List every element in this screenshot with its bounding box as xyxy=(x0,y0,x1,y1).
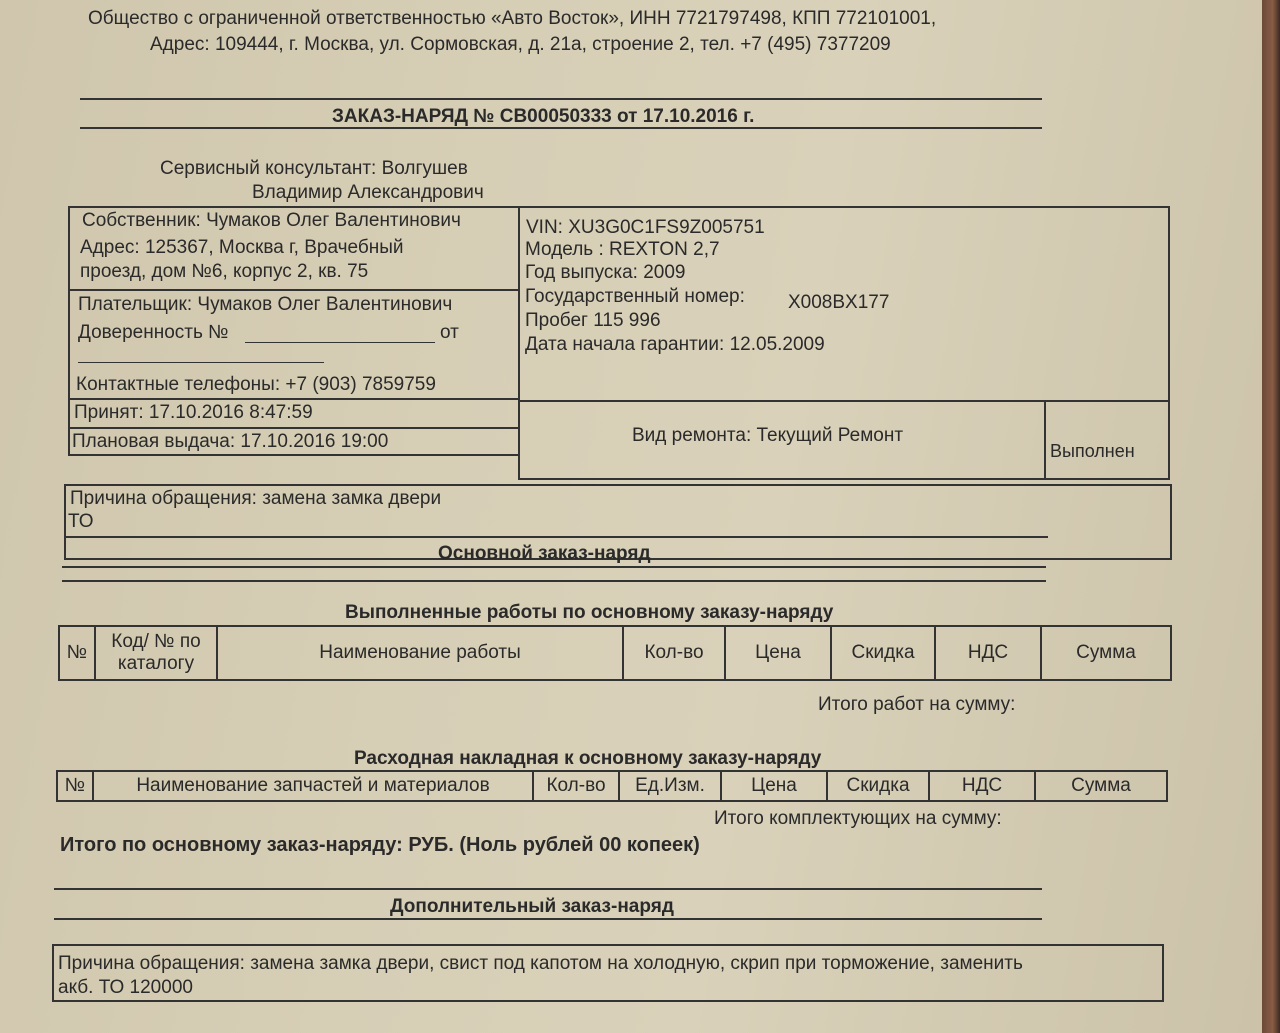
planned-time: Плановая выдача: 17.10.2016 19:00 xyxy=(72,431,389,452)
order-title: ЗАКАЗ-НАРЯД № СВ00050333 от 17.10.2016 г. xyxy=(332,106,755,127)
works-total-label: Итого работ на сумму: xyxy=(818,694,1016,715)
works-col-price: Цена xyxy=(725,626,831,680)
proxy-date-line xyxy=(78,362,324,363)
accepted-time: Принят: 17.10.2016 8:47:59 xyxy=(74,402,313,423)
parts-table xyxy=(56,770,1168,802)
additional-rule-1 xyxy=(54,888,1042,890)
works-col-qty: Кол-во xyxy=(623,626,725,680)
parts-col-qty: Кол-во xyxy=(533,771,619,801)
main-order-rule-2 xyxy=(62,580,1046,582)
parts-header-row xyxy=(57,771,1167,801)
main-order-title: Основной заказ-наряд xyxy=(438,543,651,564)
main-order-rule-1 xyxy=(62,566,1046,568)
payer: Плательщик: Чумаков Олег Валентинович xyxy=(78,294,453,315)
repair-status: Выполнен xyxy=(1050,441,1135,461)
reason-additional-line1: Причина обращения: замена замка двери, свист под капотом на холодную, скрип при торможение, заменить xyxy=(58,953,1023,974)
works-col-num: № xyxy=(59,626,95,680)
parts-col-discount: Скидка xyxy=(827,771,929,801)
works-table xyxy=(58,625,1172,681)
proxy-label: Доверенность № xyxy=(78,322,229,343)
parts-col-name: Наименование запчастей и материалов xyxy=(93,771,533,801)
parts-col-num: № xyxy=(57,771,93,801)
title-rule-top xyxy=(80,98,1042,100)
title-rule-bottom xyxy=(80,127,1042,129)
warranty-date: Дата начала гарантии: 12.05.2009 xyxy=(525,334,825,355)
owner-name: Собственник: Чумаков Олег Валентинович xyxy=(82,210,461,231)
reason-additional-line2: акб. ТО 120000 xyxy=(58,977,193,998)
works-col-discount: Скидка xyxy=(831,626,935,680)
company-line: Общество с ограниченной ответственностью «Авто Восток», ИНН 7721797498, КПП 772101001, xyxy=(88,8,937,29)
works-title: Выполненные работы по основному заказу-наряду xyxy=(345,602,834,623)
works-col-sum: Сумма xyxy=(1041,626,1171,680)
works-col-name: Наименование работы xyxy=(217,626,623,680)
vin: VIN: XU3G0C1FS9Z005751 xyxy=(526,217,765,238)
additional-rule-2 xyxy=(54,918,1042,920)
folder-edge xyxy=(1262,0,1280,1033)
owner-divider-1 xyxy=(68,289,520,291)
year: Год выпуска: 2009 xyxy=(525,262,686,283)
parts-title: Расходная накладная к основному заказу-наряду xyxy=(354,748,822,769)
parts-total-label: Итого комплектующих на сумму: xyxy=(714,808,1002,829)
repair-status-divider xyxy=(1044,400,1046,480)
contact-phones: Контактные телефоны: +7 (903) 7859759 xyxy=(76,374,436,395)
owner-divider-2 xyxy=(68,398,520,400)
owner-address-1: Адрес: 125367, Москва г, Врачебный xyxy=(80,237,404,258)
reason-main-divider xyxy=(64,536,1048,538)
works-col-vat: НДС xyxy=(935,626,1041,680)
model: Модель : REXTON 2,7 xyxy=(525,239,720,260)
works-col-code: Код/ № по каталогу xyxy=(95,626,217,680)
mileage: Пробег 115 996 xyxy=(525,310,661,331)
plate-number: X008BX177 xyxy=(788,292,890,313)
proxy-from: от xyxy=(440,322,459,343)
parts-col-vat: НДС xyxy=(929,771,1035,801)
reason-main-line2: ТО xyxy=(68,511,94,532)
company-address: Адрес: 109444, г. Москва, ул. Сормовская, д. 21а, строение 2, тел. +7 (495) 7377209 xyxy=(150,34,891,55)
plate-label: Государственный номер: xyxy=(525,286,745,307)
repair-type: Вид ремонта: Текущий Ремонт xyxy=(632,425,904,446)
parts-col-unit: Ед.Изм. xyxy=(619,771,721,801)
proxy-number-line xyxy=(245,342,435,343)
works-header-row xyxy=(59,626,1171,680)
consultant-line1: Сервисный консультант: Волгушев xyxy=(160,158,468,179)
parts-col-sum: Сумма xyxy=(1035,771,1167,801)
main-order-total: Итого по основному заказ-наряду: РУБ. (Ноль рублей 00 копеек) xyxy=(60,834,700,856)
parts-col-price: Цена xyxy=(721,771,827,801)
additional-order-title: Дополнительный заказ-наряд xyxy=(390,896,674,917)
reason-main-line1: Причина обращения: замена замка двери xyxy=(70,488,442,509)
owner-divider-3 xyxy=(68,427,520,429)
owner-address-2: проезд, дом №6, корпус 2, кв. 75 xyxy=(80,261,369,282)
consultant-line2: Владимир Александрович xyxy=(252,182,484,203)
